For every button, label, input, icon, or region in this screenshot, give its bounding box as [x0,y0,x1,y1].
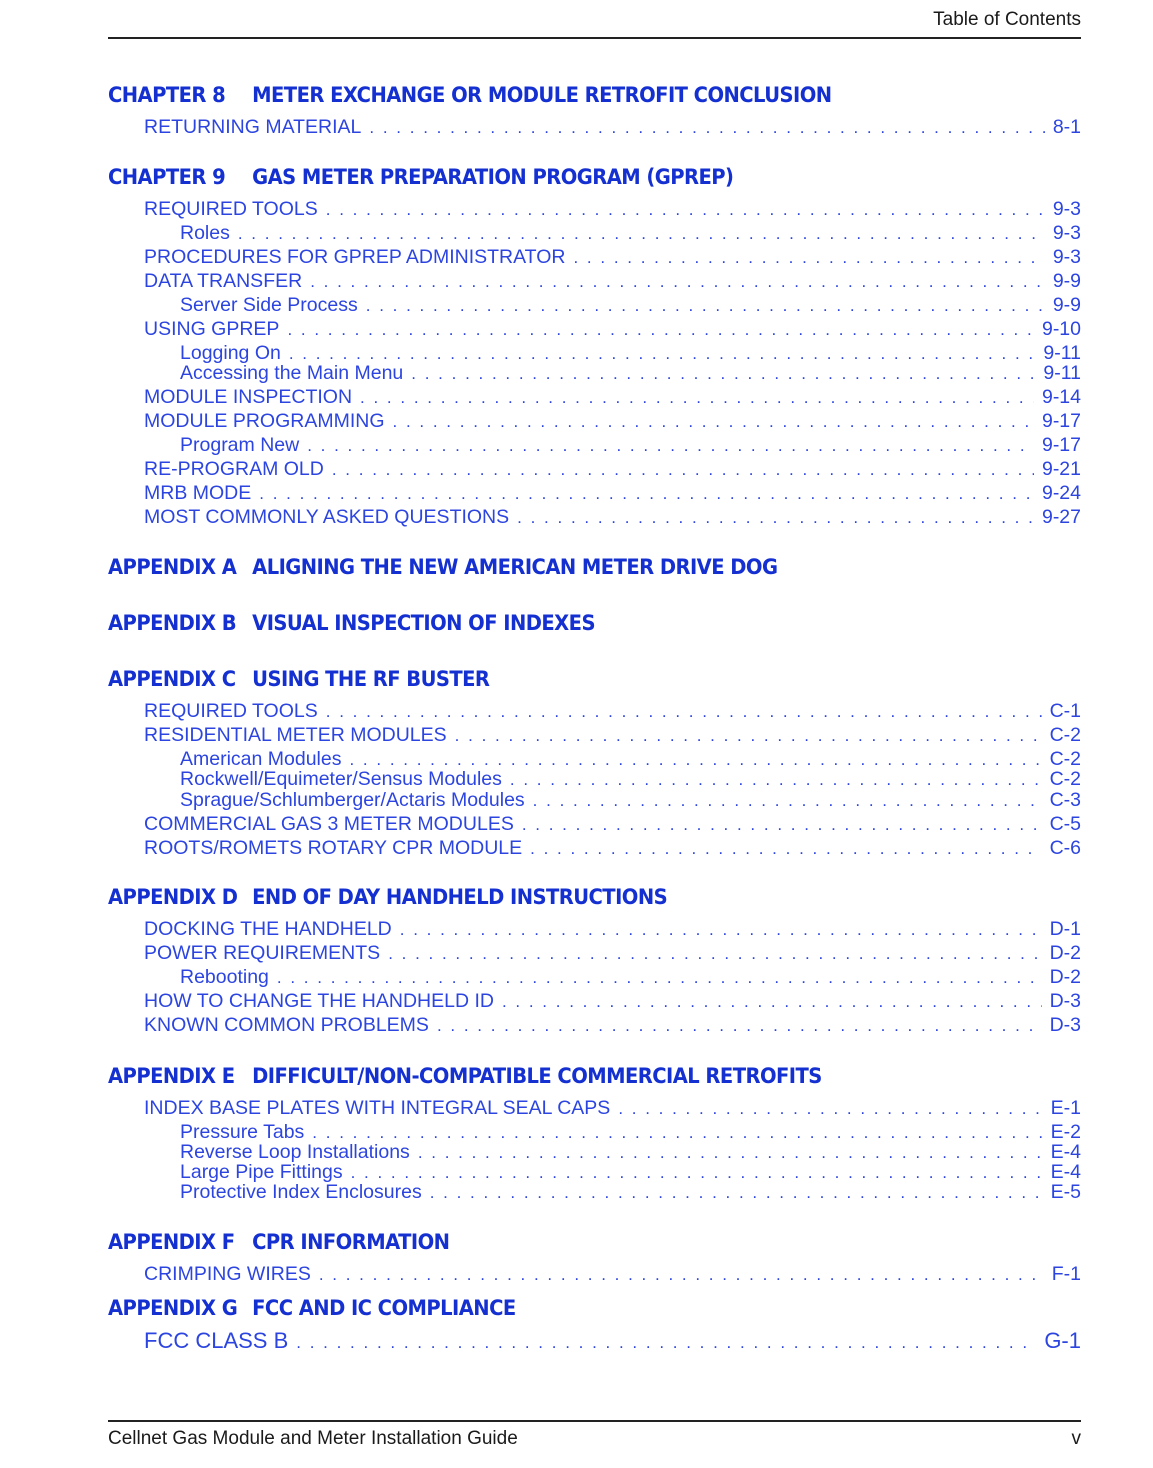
section-heading[interactable] [108,1227,1013,1257]
dot-leader [573,247,1044,269]
dot-leader [533,790,1042,812]
dot-leader [522,814,1042,836]
dot-leader [332,459,1034,481]
dot-leader [360,387,1034,409]
section-label: APPENDIX G [108,1296,238,1320]
toc-entry-page: C-2 [1049,768,1081,790]
toc-entry-page: D-1 [1049,918,1081,940]
footer-document-title: Cellnet Gas Module and Meter Installation Guide [108,1428,518,1449]
toc-entry-title: Accessing the Main Menu [180,362,404,384]
toc-entry[interactable] [144,724,1081,746]
dot-leader [517,507,1034,529]
toc-entry-page: E-4 [1050,1161,1081,1183]
toc-entry-page: C-5 [1049,813,1081,835]
toc-entry-title: REQUIRED TOOLS [144,198,318,220]
dot-leader [307,435,1034,457]
toc-entry-page: 9-3 [1052,198,1081,220]
toc-entry-page: 9-11 [1043,342,1081,364]
toc-entry-page: C-2 [1049,748,1081,770]
toc-entry[interactable] [144,918,1081,940]
toc-entry[interactable] [180,222,1081,244]
toc-entry-title: Logging On [180,342,281,364]
toc-entry-title: ROOTS/ROMETS ROTARY CPR MODULE [144,837,523,859]
toc-entry-title: HOW TO CHANGE THE HANDHELD ID [144,990,494,1012]
toc-entry-title: Protective Index Enclosures [180,1181,422,1203]
toc-entry[interactable] [144,837,1081,859]
dot-leader [502,991,1042,1013]
section-heading[interactable] [108,608,1013,638]
dot-leader [310,271,1045,293]
toc-entry-title: POWER REQUIREMENTS [144,942,381,964]
toc-entry[interactable] [180,1121,1081,1143]
footer-rule [108,1420,1081,1422]
dot-leader [430,1182,1043,1204]
toc-entry-title: MODULE PROGRAMMING [144,410,385,432]
toc-entry-title: MRB MODE [144,482,252,504]
toc-entry-title: DOCKING THE HANDHELD [144,918,392,940]
toc-entry-page: C-2 [1049,724,1081,746]
toc-entry-page: D-3 [1049,990,1081,1012]
dot-leader [326,701,1042,723]
toc-entry-page: D-3 [1049,1014,1081,1036]
toc-entry[interactable] [180,789,1081,811]
toc-entry[interactable] [180,768,1081,790]
section-label: CHAPTER 9 [108,165,226,189]
toc-entry-title: COMMERCIAL GAS 3 METER MODULES [144,813,514,835]
toc-entry-title: KNOWN COMMON PROBLEMS [144,1014,429,1036]
toc-entry-page: 9-9 [1052,294,1081,316]
toc-entry-page: 9-10 [1041,318,1081,340]
toc-entry[interactable] [180,1181,1081,1203]
dot-leader [366,295,1045,317]
header-section-title: Table of Contents [933,9,1081,30]
toc-entry[interactable] [144,246,1081,268]
toc-entry[interactable] [180,362,1081,384]
toc-entry[interactable] [144,1328,1081,1354]
toc-entry-page: 9-14 [1041,386,1081,408]
toc-entry[interactable] [144,700,1081,722]
toc-entry-page: 9-21 [1041,458,1081,480]
toc-entry-page: C-6 [1049,837,1081,859]
toc-entry-page: 9-3 [1052,246,1081,268]
section-title: DIFFICULT/NON-COMPATIBLE COMMERCIAL RETROFITS [252,1064,822,1088]
toc-entry-page: 9-17 [1041,410,1081,432]
footer-page-number: v [1071,1428,1081,1449]
section-title: VISUAL INSPECTION OF INDEXES [252,611,595,635]
toc-entry-page: E-4 [1050,1141,1081,1163]
dot-leader [618,1098,1042,1120]
toc-entry-title: FCC CLASS B [144,1328,289,1353]
toc-entry[interactable] [144,942,1081,964]
toc-entry-page: 9-17 [1041,434,1081,456]
toc-entry-page: C-3 [1049,789,1081,811]
toc-entry-title: PROCEDURES FOR GPREP ADMINISTRATOR [144,246,566,268]
toc-entry-title: Server Side Process [180,294,358,316]
section-title: USING THE RF BUSTER [252,667,490,691]
dot-leader [238,223,1045,245]
section-title: FCC AND IC COMPLIANCE [252,1296,516,1320]
toc-entry[interactable] [144,506,1081,528]
toc-entry[interactable] [144,410,1081,432]
toc-entry[interactable] [144,482,1081,504]
toc-entry[interactable] [144,458,1081,480]
toc-entry-page: E-5 [1050,1181,1081,1203]
header-rule [108,37,1081,39]
section-label: APPENDIX E [108,1064,235,1088]
dot-leader [510,769,1042,791]
toc-entry-title: MOST COMMONLY ASKED QUESTIONS [144,506,510,528]
toc-entry-page: 9-27 [1041,506,1081,528]
toc-entry[interactable] [144,813,1081,835]
toc-entry[interactable] [180,342,1081,364]
toc-entry-title: DATA TRANSFER [144,270,303,292]
section-label: APPENDIX A [108,555,237,579]
section-label: APPENDIX C [108,667,236,691]
section-heading[interactable] [108,1061,1013,1091]
dot-leader [296,1330,1036,1356]
toc-entry[interactable] [180,966,1081,988]
toc-entry[interactable] [180,1141,1081,1163]
toc-entry-page: E-1 [1050,1097,1081,1119]
section-heading[interactable] [108,80,1013,110]
toc-entry-page: 9-24 [1041,482,1081,504]
dot-leader [369,117,1044,139]
toc-entry[interactable] [180,748,1081,770]
toc-entry[interactable] [144,1014,1081,1036]
dot-leader [259,483,1034,505]
toc-entry-page: F-1 [1051,1263,1081,1285]
dot-leader [388,943,1041,965]
dot-leader [530,838,1041,860]
toc-entry-page: C-1 [1049,700,1081,722]
toc-entry[interactable] [144,318,1081,340]
dot-leader [277,967,1042,989]
toc-entry-page: 9-9 [1052,270,1081,292]
toc-entry[interactable] [144,116,1081,138]
section-heading[interactable] [108,552,1013,582]
toc-entry-title: RETURNING MATERIAL [144,116,362,138]
section-title: GAS METER PREPARATION PROGRAM (GPREP) [252,165,734,189]
toc-entry-page: D-2 [1049,942,1081,964]
section-label: APPENDIX B [108,611,237,635]
toc-entry-title: Rebooting [180,966,269,988]
section-label: CHAPTER 8 [108,83,226,107]
section-title: METER EXCHANGE OR MODULE RETROFIT CONCLUSION [252,83,832,107]
toc-entry[interactable] [144,1263,1081,1285]
toc-entry[interactable] [180,434,1081,456]
toc-entry-title: REQUIRED TOOLS [144,700,318,722]
toc-entry-title: CRIMPING WIRES [144,1263,311,1285]
dot-leader [437,1015,1042,1037]
section-heading[interactable] [108,1293,1013,1323]
toc-entry-page: D-2 [1049,966,1081,988]
toc-entry-title: American Modules [180,748,342,770]
toc-entry[interactable] [144,1097,1081,1119]
dot-leader [326,199,1045,221]
section-heading[interactable] [108,664,1013,694]
toc-entry-title: INDEX BASE PLATES WITH INTEGRAL SEAL CAPS [144,1097,611,1119]
section-label: APPENDIX D [108,885,238,909]
toc-entry-title: RESIDENTIAL METER MODULES [144,724,447,746]
toc-entry[interactable] [144,270,1081,292]
toc-entry-page: G-1 [1044,1328,1081,1353]
section-heading[interactable] [108,162,1013,192]
toc-entry-title: USING GPREP [144,318,280,340]
dot-leader [455,725,1042,747]
section-label: APPENDIX F [108,1230,235,1254]
toc-entry-title: Reverse Loop Installations [180,1141,410,1163]
section-heading[interactable] [108,882,1013,912]
toc-entry[interactable] [180,294,1081,316]
toc-entry-page: 8-1 [1052,116,1081,138]
toc-entry-page: 9-11 [1043,362,1081,384]
dot-leader [287,319,1034,341]
toc-entry-title: Sprague/Schlumberger/Actaris Modules [180,789,525,811]
section-title: CPR INFORMATION [252,1230,450,1254]
toc-entry[interactable] [180,1161,1081,1183]
toc-entry[interactable] [144,386,1081,408]
dot-leader [400,919,1042,941]
toc-entry-title: Roles [180,222,230,244]
dot-leader [411,363,1035,385]
toc-entry-title: Program New [180,434,300,456]
toc-entry-title: Pressure Tabs [180,1121,305,1143]
dot-leader [393,411,1034,433]
dot-leader [319,1264,1044,1286]
toc-entry[interactable] [144,990,1081,1012]
toc-entry-title: MODULE INSPECTION [144,386,353,408]
toc-entry-title: RE-PROGRAM OLD [144,458,324,480]
toc-entry-page: E-2 [1050,1121,1081,1143]
section-title: ALIGNING THE NEW AMERICAN METER DRIVE DOG [252,555,778,579]
toc-entry-page: 9-3 [1052,222,1081,244]
toc-entry-title: Large Pipe Fittings [180,1161,343,1183]
section-title: END OF DAY HANDHELD INSTRUCTIONS [252,885,668,909]
toc-entry[interactable] [144,198,1081,220]
toc-entry-title: Rockwell/Equimeter/Sensus Modules [180,768,502,790]
